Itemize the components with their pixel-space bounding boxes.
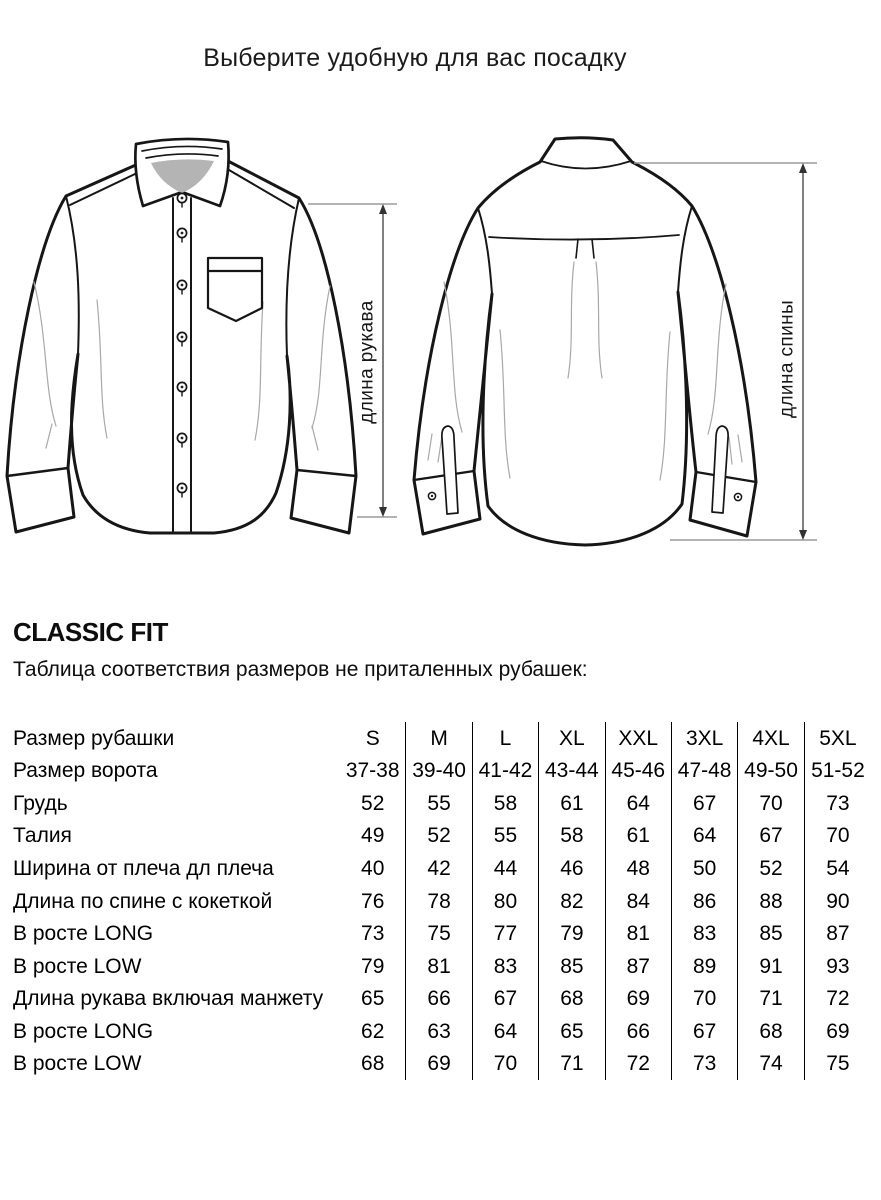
table-cell: 72 xyxy=(826,987,850,1011)
table-cell: 52 xyxy=(738,852,804,885)
table-cell: 82 xyxy=(539,885,605,918)
table-cell: 71 xyxy=(738,982,804,1015)
table-cell: 70 xyxy=(672,982,738,1015)
table-cell: 83 xyxy=(672,917,738,950)
table-cell: 51-52 xyxy=(811,759,865,783)
table-cell: 4XL xyxy=(738,722,804,755)
size-table xyxy=(13,722,871,1080)
table-cell: 69 xyxy=(406,1047,472,1080)
table-cell: 37-38 xyxy=(340,755,406,788)
table-cell: 88 xyxy=(738,885,804,918)
table-cell: 61 xyxy=(606,820,672,853)
table-cell: 42 xyxy=(406,852,472,885)
table-caption: Таблица соответствия размеров не приталенных рубашек: xyxy=(13,658,588,681)
table-cell: 89 xyxy=(672,950,738,983)
table-cell: 41-42 xyxy=(473,755,539,788)
table-cell: 90 xyxy=(826,889,850,913)
row-label: Ширина от плеча дл плеча xyxy=(13,856,274,880)
table-cell: 46 xyxy=(539,852,605,885)
table-cell: 67 xyxy=(738,820,804,853)
table-cell: 73 xyxy=(672,1047,738,1080)
table-cell: 58 xyxy=(473,787,539,820)
page-title: Выберите удобную для вас посадку xyxy=(203,44,627,72)
arrow-down-icon xyxy=(379,507,387,517)
table-cell: 77 xyxy=(473,917,539,950)
table-cell: 39-40 xyxy=(406,755,472,788)
table-cell: 68 xyxy=(738,1015,804,1048)
table-cell: M xyxy=(406,722,472,755)
table-row xyxy=(13,1047,871,1080)
table-cell: 44 xyxy=(473,852,539,885)
back-length-label: длина спины xyxy=(776,299,798,419)
shirt-back-drawing xyxy=(414,138,756,545)
table-row xyxy=(13,885,871,918)
table-cell: 84 xyxy=(606,885,672,918)
table-cell: 65 xyxy=(340,982,406,1015)
table-cell: 64 xyxy=(672,820,738,853)
table-cell: 65 xyxy=(539,1015,605,1048)
table-cell: 67 xyxy=(672,787,738,820)
row-label: Длина по спине с кокеткой xyxy=(13,889,273,913)
table-cell: 79 xyxy=(340,950,406,983)
table-cell: 55 xyxy=(473,820,539,853)
table-cell: 47-48 xyxy=(672,755,738,788)
table-cell: 80 xyxy=(473,885,539,918)
table-cell: 93 xyxy=(826,954,850,978)
shirt-front-silhouette xyxy=(7,160,356,533)
arrow-up-icon xyxy=(799,163,807,173)
row-label: В росте LONG xyxy=(13,922,154,946)
table-cell: 73 xyxy=(340,917,406,950)
sleeve-length-label: длина рукава xyxy=(356,300,378,424)
arrow-down-icon xyxy=(799,530,807,540)
table-cell: 64 xyxy=(473,1015,539,1048)
table-cell: 71 xyxy=(539,1047,605,1080)
table-cell: 79 xyxy=(539,917,605,950)
table-row xyxy=(13,950,871,983)
table-cell: S xyxy=(340,722,406,755)
table-cell: 68 xyxy=(539,982,605,1015)
arrow-up-icon xyxy=(379,204,387,214)
table-cell: 72 xyxy=(606,1047,672,1080)
table-cell: 91 xyxy=(738,950,804,983)
table-cell: XL xyxy=(539,722,605,755)
row-label: Длина рукава включая манжету xyxy=(13,987,324,1011)
table-cell: 87 xyxy=(606,950,672,983)
fit-heading: CLASSIC FIT xyxy=(13,617,168,647)
table-cell: 85 xyxy=(539,950,605,983)
table-cell: 73 xyxy=(826,791,850,815)
table-row xyxy=(13,722,871,755)
table-cell: 87 xyxy=(826,922,850,946)
table-cell: 61 xyxy=(539,787,605,820)
table-cell: 62 xyxy=(340,1015,406,1048)
table-cell: 40 xyxy=(340,852,406,885)
table-cell: 52 xyxy=(340,787,406,820)
table-cell: 43-44 xyxy=(539,755,605,788)
shirt-diagrams xyxy=(0,130,881,570)
table-row xyxy=(13,1015,871,1048)
table-row xyxy=(13,917,871,950)
table-cell: 66 xyxy=(606,1015,672,1048)
table-row xyxy=(13,982,871,1015)
table-row xyxy=(13,852,871,885)
row-label: В росте LOW xyxy=(13,954,142,978)
table-cell: 63 xyxy=(406,1015,472,1048)
table-cell: 75 xyxy=(826,1052,850,1076)
table-cell: 70 xyxy=(826,824,850,848)
table-cell: 67 xyxy=(672,1015,738,1048)
table-cell: 86 xyxy=(672,885,738,918)
table-cell: 69 xyxy=(826,1019,850,1043)
table-cell: 64 xyxy=(606,787,672,820)
table-row xyxy=(13,755,871,788)
table-row xyxy=(13,787,871,820)
row-label: Размер рубашки xyxy=(13,726,175,750)
table-row xyxy=(13,820,871,853)
table-cell: XXL xyxy=(606,722,672,755)
row-label: В росте LONG xyxy=(13,1019,154,1043)
shirt-back-silhouette xyxy=(414,138,756,545)
table-cell: 55 xyxy=(406,787,472,820)
table-cell: 54 xyxy=(826,856,850,880)
table-cell: 48 xyxy=(606,852,672,885)
table-cell: L xyxy=(473,722,539,755)
table-cell: 78 xyxy=(406,885,472,918)
table-cell: 75 xyxy=(406,917,472,950)
row-label: В росте LOW xyxy=(13,1052,142,1076)
table-cell: 69 xyxy=(606,982,672,1015)
table-cell: 67 xyxy=(473,982,539,1015)
row-label: Грудь xyxy=(13,791,68,815)
table-cell: 70 xyxy=(738,787,804,820)
table-cell: 66 xyxy=(406,982,472,1015)
table-cell: 83 xyxy=(473,950,539,983)
table-cell: 58 xyxy=(539,820,605,853)
table-cell: 70 xyxy=(473,1047,539,1080)
table-cell: 81 xyxy=(406,950,472,983)
table-cell: 85 xyxy=(738,917,804,950)
table-cell: 45-46 xyxy=(606,755,672,788)
chest-pocket xyxy=(208,258,262,321)
table-cell: 52 xyxy=(406,820,472,853)
table-cell: 5XL xyxy=(819,726,857,750)
table-cell: 3XL xyxy=(672,722,738,755)
table-cell: 81 xyxy=(606,917,672,950)
table-cell: 49 xyxy=(340,820,406,853)
table-cell: 50 xyxy=(672,852,738,885)
table-cell: 68 xyxy=(340,1047,406,1080)
row-label: Размер ворота xyxy=(13,759,158,783)
table-cell: 49-50 xyxy=(738,755,804,788)
shirt-front-drawing xyxy=(7,139,356,533)
table-cell: 76 xyxy=(340,885,406,918)
row-label: Талия xyxy=(13,824,72,848)
table-cell: 74 xyxy=(738,1047,804,1080)
